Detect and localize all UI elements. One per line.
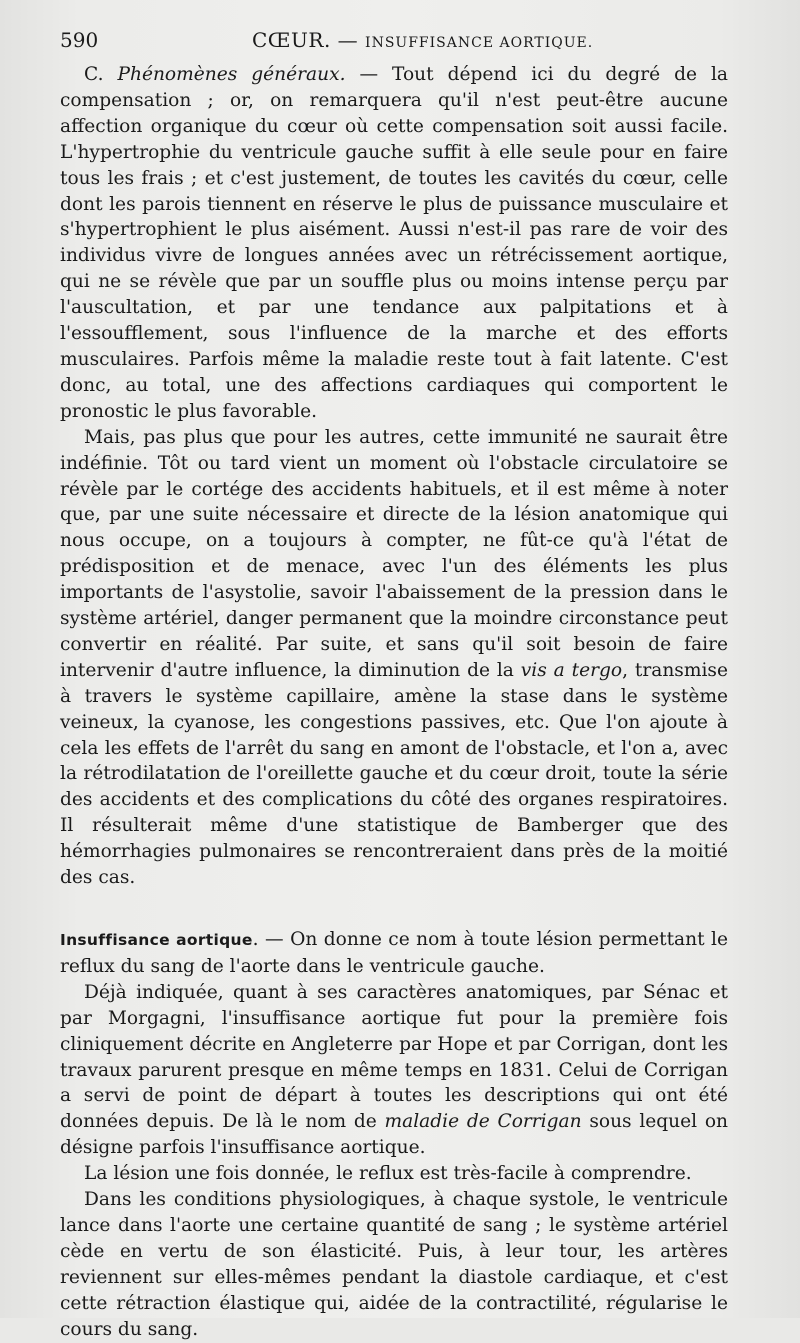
running-title bbox=[252, 28, 593, 52]
paragraph-text: sous lequel on désigne parfois l'insuffisance aortique. bbox=[60, 1111, 729, 1159]
paragraph-conditions-physiologiques: Dans les conditions physiologiques, à chaque systole, le ventricule lance dans l'aorte une certaine quantité de sang ; le système artériel cède en vertu de son élasticité. Puis, à leur tour, les artères reviennent sur elles-mêmes pendant la diastole cardiaque, et c'est cette rétraction élastique qui, aidée de la contractilité, régularise le cours du sang. bbox=[60, 1189, 728, 1340]
italic-term-maladie-de-corrigan: maladie de Corrigan bbox=[384, 1111, 582, 1133]
running-title-sub: INSUFFISANCE AORTIQUE. bbox=[365, 35, 594, 51]
paragraph-text: Mais, pas plus que pour les autres, cette immunité ne saurait être indéfinie. Tôt ou tard vient un moment où l'obstacle circulatoire se révèle par le cortége des accidents habituels, et il est même à noter que, par une suite nécessaire et directe de la lésion anatomique qui nous occupe, on a toujours à compter, ne fût-ce qu'à l'état de prédisposition et de menace, avec l'un des éléments les plus importants de l'asystolie, savoir l'abaissement de la pression dans le système artériel, danger permanent que la moindre circonstance peut convertir en réalité. Par suite, et sans qu'il soit besoin de faire intervenir d'autre influence, la diminution de la bbox=[60, 426, 728, 681]
section-heading-insuffisance: Insuffisance aortique bbox=[60, 931, 253, 949]
running-title-main: CŒUR. bbox=[252, 28, 331, 52]
body-text bbox=[60, 62, 728, 1343]
paragraph-phenomenes-generaux bbox=[60, 62, 728, 425]
italic-term-vis-a-tergo: vis a tergo bbox=[520, 659, 623, 681]
paragraph-historique bbox=[60, 980, 728, 1161]
section-heading-phenomenes: Phénomènes généraux. bbox=[117, 64, 346, 85]
section-gap bbox=[60, 891, 728, 927]
paragraph-insuffisance-aortique bbox=[60, 927, 728, 980]
paragraph-reflux: La lésion une fois donnée, le reflux est très-facile à comprendre. bbox=[84, 1163, 692, 1185]
paragraph-text: Déjà indiquée, quant à ses caractères anatomiques, par Sénac et par Morgagni, l'insuffisance aortique fut pour la première fois cliniquement décrite en Angleterre par Hope et par Corrigan, dont les travaux parurent presque en même temps en 1831. Celui de Corrigan a servi de point de départ à toutes les descriptions qui ont été données depuis. De là le nom de bbox=[60, 981, 728, 1133]
running-title-dash: — bbox=[330, 28, 366, 52]
paragraph-immunite bbox=[60, 425, 728, 891]
paragraph-text: , transmise à travers le système capillaire, amène la stase dans le système veineux, la cyanose, les congestions passives, etc. Que l'on ajoute à cela les effets de l'arrêt du sang en amont de l'obstacle, et l'on a, avec la rétrodilatation de l'oreillette gauche et du cœur droit, toute la série des accidents et des complications du côté des organes respiratoires. Il résulterait même d'une statistique de Bamberger que des hémorrhagies pulmonaires se rencontreraient dans près de la moitié des cas. bbox=[60, 659, 728, 889]
page-number: 590 bbox=[60, 28, 99, 52]
paragraph-text: — Tout dépend ici du degré de la compensation ; or, on remarquera qu'il n'est peut-être aucune affection organique du cœur où cette compensation soit aussi facile. L'hypertrophie du ventricule gauche suffit à elle seule pour en faire tous les frais ; et c'est justement, de toutes les cavités du cœur, celle dont les parois tiennent en réserve le plus de puissance musculaire et s'hypertrophient le plus aisément. Aussi n'est-il pas rare de voir des individus vivre de longues années avec un rétrécissement aortique, qui ne se révèle que par un souffle plus ou moins intense perçu par l'auscultation, et par une tendance aux palpitations et à l'essoufflement, sous l'influence de la marche et des efforts musculaires. Parfois même la maladie reste tout à fait latente. C'est donc, au total, une des affections cardiaques qui comportent le pronostic le plus favorable. bbox=[60, 64, 728, 422]
section-label-c: C. bbox=[84, 64, 118, 85]
paragraph-text: . — On donne ce nom à toute lésion permettant le reflux du sang de l'aorte dans le ventricule gauche. bbox=[60, 929, 728, 977]
running-header bbox=[60, 28, 740, 56]
